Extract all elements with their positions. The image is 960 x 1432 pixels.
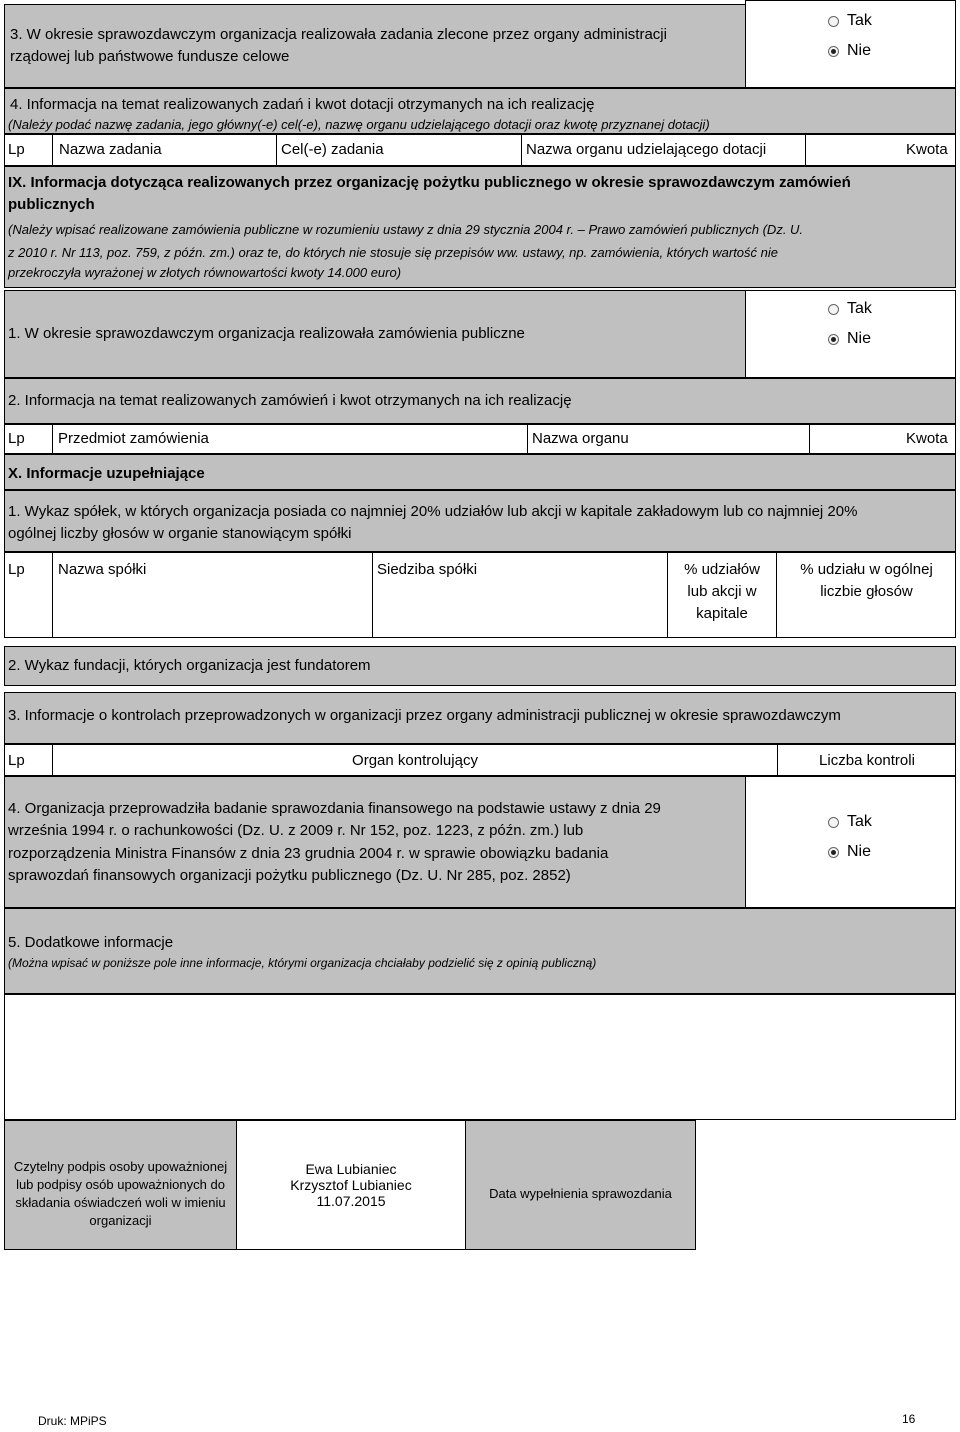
ix-q2-header-subject: Przedmiot zamówienia: [58, 430, 209, 447]
q4-header-task-name: Nazwa zadania: [59, 141, 162, 158]
x-q1-header-company: Nazwa spółki: [58, 561, 147, 578]
section-ix-note-line2: z 2010 r. Nr 113, poz. 759, z późn. zm.) oraz te, do których nie stosuje się przepisów ww. ustawy, np. zamówienia, których wartość nie: [8, 245, 778, 260]
radio-selected-icon: [828, 847, 839, 858]
x-q5-note: (Można wpisać w poniższe pole inne informacje, którymi organizacja chciałaby podzielić się z opinią publiczną): [8, 956, 597, 970]
section-ix-note-line1: (Należy wpisać realizowane zamówienia publiczne w rozumieniu ustawy z dnia 29 stycznia 2004 r. – Prawo zamówień publicznych (Dz. U.: [8, 222, 804, 237]
report-date-value: 11.07.2015: [316, 1193, 386, 1209]
x-q4-answer-cell: [745, 776, 956, 908]
signature-label-l2: lub podpisy osób upoważnionych do: [16, 1177, 225, 1192]
x-q4-line2: września 1994 r. o rachunkowości (Dz. U. z 2009 r. Nr 152, poz. 1223, z późn. zm.) lub: [8, 822, 584, 839]
x-q1-header-shares-l2: lub akcji w: [687, 583, 757, 600]
q4-header-grantor: Nazwa organu udzielającego dotacji: [526, 141, 767, 158]
radio-selected-icon: [828, 334, 839, 345]
x-q1-title-line2: ogólnej liczby głosów w organie stanowiącym spółki: [8, 525, 352, 542]
ix-q2-header-lp: Lp: [8, 430, 25, 447]
section-ix-note-line3: przekroczyła wyrażonej w złotych równowartości kwoty 14.000 euro): [8, 265, 402, 280]
radio-icon: [828, 817, 839, 828]
x-q1-header-votes-l2: liczbie głosów: [820, 583, 913, 600]
signatory-name-1: Ewa Lubianiec: [305, 1161, 397, 1177]
x-q1-header-seat: Siedziba spółki: [377, 561, 478, 578]
x-q4-radio-yes[interactable]: Tak: [828, 813, 872, 831]
ix-q1-radio-yes[interactable]: Tak: [828, 300, 872, 318]
ix-q1-radio-no[interactable]: Nie: [828, 330, 871, 348]
ix-q1-question: 1. W okresie sprawozdawczym organizacja realizowała zamówienia publiczne: [8, 325, 525, 342]
q4-title: 4. Informacja na temat realizowanych zadań i kwot dotacji otrzymanych na ich realizację: [10, 96, 595, 113]
ix-q2-header-authority: Nazwa organu: [532, 430, 629, 447]
x-q1-header-lp: Lp: [8, 561, 25, 578]
x-q1-header-votes-l1: % udziału w ogólnej: [800, 561, 933, 578]
signature-label-l4: organizacji: [89, 1213, 152, 1228]
x-q4-line1: 4. Organizacja przeprowadziła badanie sprawozdania finansowego na podstawie ustawy z dnia 29: [8, 800, 661, 817]
x-q1-title-line1: 1. Wykaz spółek, w których organizacja posiada co najmniej 20% udziałów lub akcji w kapitale zakładowym lub co najmniej 20%: [8, 503, 858, 520]
additional-info-textarea[interactable]: [4, 994, 956, 1120]
q4-note: (Należy podać nazwę zadania, jego główny(-e) cel(-e), nazwę organu udzielającego dotacji oraz kwotę przyznanej dotacji): [8, 117, 710, 132]
q3-radio-no[interactable]: Nie: [828, 42, 871, 60]
x-q3-header-lp: Lp: [8, 752, 25, 769]
q4-header-lp: Lp: [8, 141, 25, 158]
q3-question-line1: 3. W okresie sprawozdawczym organizacja realizowała zadania zlecone przez organy administracji: [10, 26, 667, 43]
ix-q2-title: 2. Informacja na temat realizowanych zamówień i kwot otrzymanych na ich realizację: [8, 392, 572, 409]
x-q1-header-shares-l3: kapitale: [696, 605, 748, 622]
x-q3-header-authority: Organ kontrolujący: [352, 752, 478, 769]
radio-icon: [828, 304, 839, 315]
x-q4-line3: rozporządzenia Ministra Finansów z dnia 23 grudnia 2004 r. w sprawie obowiązku badania: [8, 845, 609, 862]
x-q3-title: 3. Informacje o kontrolach przeprowadzonych w organizacji przez organy administracji publicznej w okresie sprawozdawczym: [8, 707, 841, 724]
signatory-name-2: Krzysztof Lubianiec: [290, 1177, 412, 1193]
q4-header-task-goal: Cel(-e) zadania: [281, 141, 384, 158]
x-q5-title: 5. Dodatkowe informacje: [8, 934, 174, 951]
x-q2-title: 2. Wykaz fundacji, których organizacja jest fundatorem: [8, 657, 371, 674]
ix-q2-header-amount: Kwota: [906, 430, 948, 447]
x-q4-question-cell: [4, 776, 746, 908]
radio-icon: [828, 16, 839, 27]
date-label: Data wypełnienia sprawozdania: [489, 1186, 672, 1201]
q4-header-amount: Kwota: [906, 141, 948, 158]
section-x-title: X. Informacje uzupełniające: [8, 465, 205, 482]
section-ix-title-line1: IX. Informacja dotycząca realizowanych przez organizację pożytku publicznego w okresie sprawozdawczym zamówień: [8, 174, 851, 191]
q3-radio-yes[interactable]: Tak: [828, 12, 872, 30]
signature-label-l3: składania oświadczeń woli w imieniu: [15, 1195, 226, 1210]
page-number: 16: [902, 1412, 916, 1426]
x-q3-header-count: Liczba kontroli: [819, 752, 915, 769]
x-q1-header-shares-l1: % udziałów: [684, 561, 760, 578]
signature-label-l1: Czytelny podpis osoby upoważnionej: [13, 1159, 228, 1174]
x-q4-radio-no[interactable]: Nie: [828, 843, 871, 861]
section-ix-title-line2: publicznych: [8, 196, 95, 213]
radio-selected-icon: [828, 46, 839, 57]
footer-print-label: Druk: MPiPS: [38, 1414, 107, 1428]
x-q4-line4: sprawozdań finansowych organizacji pożytku publicznego (Dz. U. Nr 285, poz. 2852): [8, 867, 571, 884]
q3-question-line2: rządowej lub państwowe fundusze celowe: [10, 48, 290, 65]
